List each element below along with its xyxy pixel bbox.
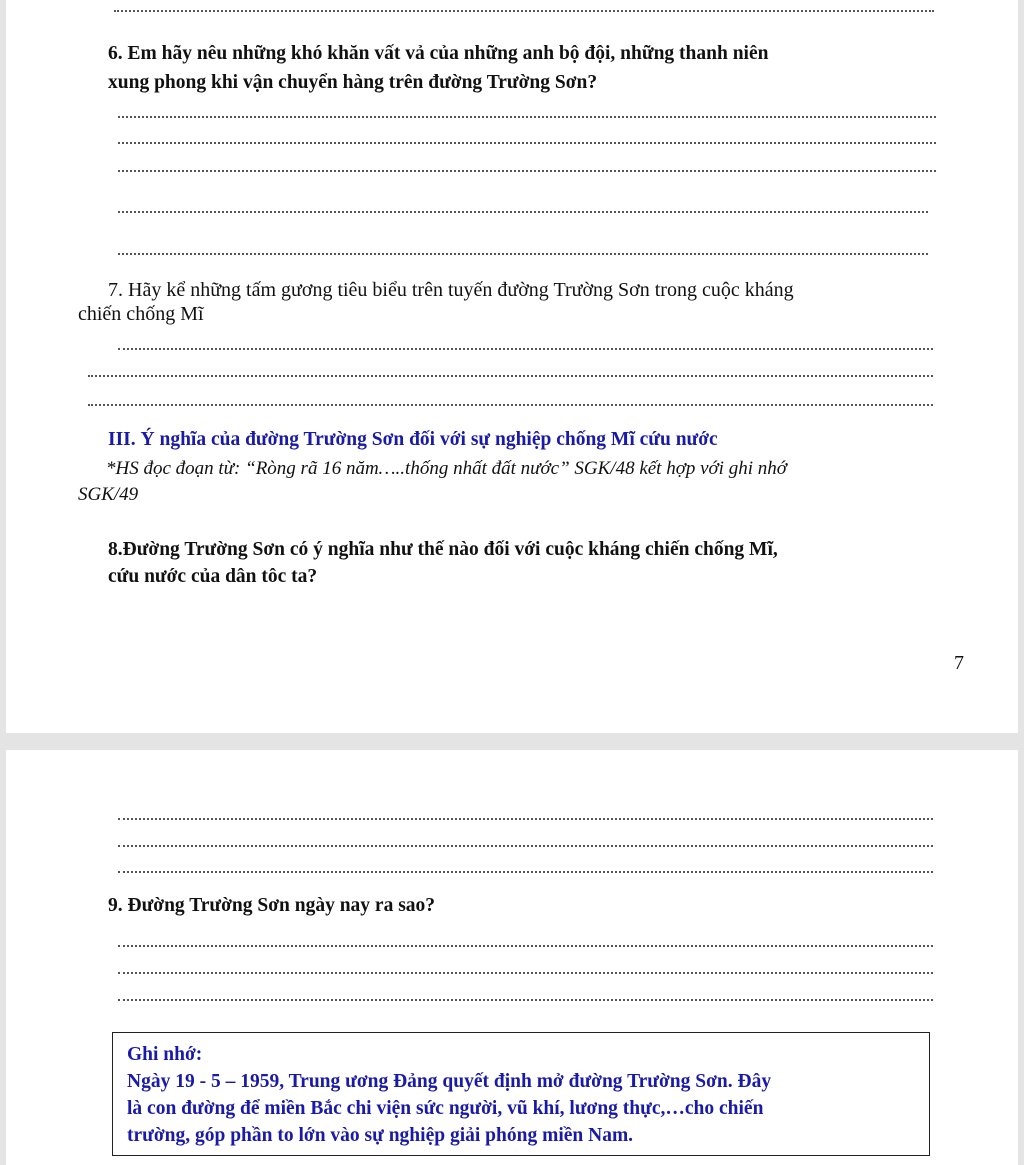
answer-line	[114, 10, 934, 12]
answer-line	[118, 945, 933, 947]
section-3-instruction-line-1: *HS đọc đoạn từ: “Ròng rã 16 năm…..thống nhất đất nước” SGK/48 kết hợp với ghi nhớ	[106, 458, 787, 479]
answer-line	[118, 999, 933, 1001]
section-3-heading: III. Ý nghĩa của đường Trường Sơn đối với sự nghiệp chống Mĩ cứu nước	[108, 429, 718, 450]
note-box	[112, 1032, 930, 1156]
page-number: 7	[954, 652, 964, 674]
question-6-line-2: xung phong khi vận chuyển hàng trên đường Trường Sơn?	[108, 72, 598, 93]
answer-line	[118, 211, 928, 213]
worksheet-page-7	[6, 0, 1018, 733]
question-8-line-1: 8.Đường Trường Sơn có ý nghĩa như thế nào đối với cuộc kháng chiến chống Mĩ,	[108, 539, 778, 560]
worksheet-page-8	[6, 750, 1018, 1165]
note-line-3: trường, góp phần to lớn vào sự nghiệp giải phóng miền Nam.	[127, 1125, 634, 1146]
answer-line	[118, 845, 933, 847]
note-line-2: là con đường để miền Bắc chi viện sức người, vũ khí, lương thực,…cho chiến	[127, 1098, 764, 1119]
question-9: 9. Đường Trường Sơn ngày nay ra sao?	[108, 895, 436, 916]
question-8-line-2: cứu nước của dân tôc ta?	[108, 566, 318, 587]
answer-line	[118, 253, 928, 255]
section-3-instruction-line-2: SGK/49	[78, 484, 139, 505]
note-line-1: Ngày 19 - 5 – 1959, Trung ương Đảng quyết định mở đường Trường Sơn. Đây	[127, 1071, 772, 1092]
answer-line	[118, 871, 933, 873]
answer-line	[88, 404, 933, 406]
question-7-line-1: 7. Hãy kể những tấm gương tiêu biểu trên tuyến đường Trường Sơn trong cuộc kháng	[108, 279, 794, 301]
answer-line	[118, 972, 933, 974]
answer-line	[118, 116, 936, 118]
question-6-line-1: 6. Em hãy nêu những khó khăn vất vả của những anh bộ đội, những thanh niên	[108, 43, 769, 64]
answer-line	[118, 348, 933, 350]
note-title: Ghi nhớ:	[127, 1044, 203, 1065]
answer-line	[118, 818, 933, 820]
question-7-line-2: chiến chống Mĩ	[78, 303, 204, 325]
answer-line	[118, 170, 936, 172]
answer-line	[118, 142, 936, 144]
answer-line	[88, 375, 933, 377]
